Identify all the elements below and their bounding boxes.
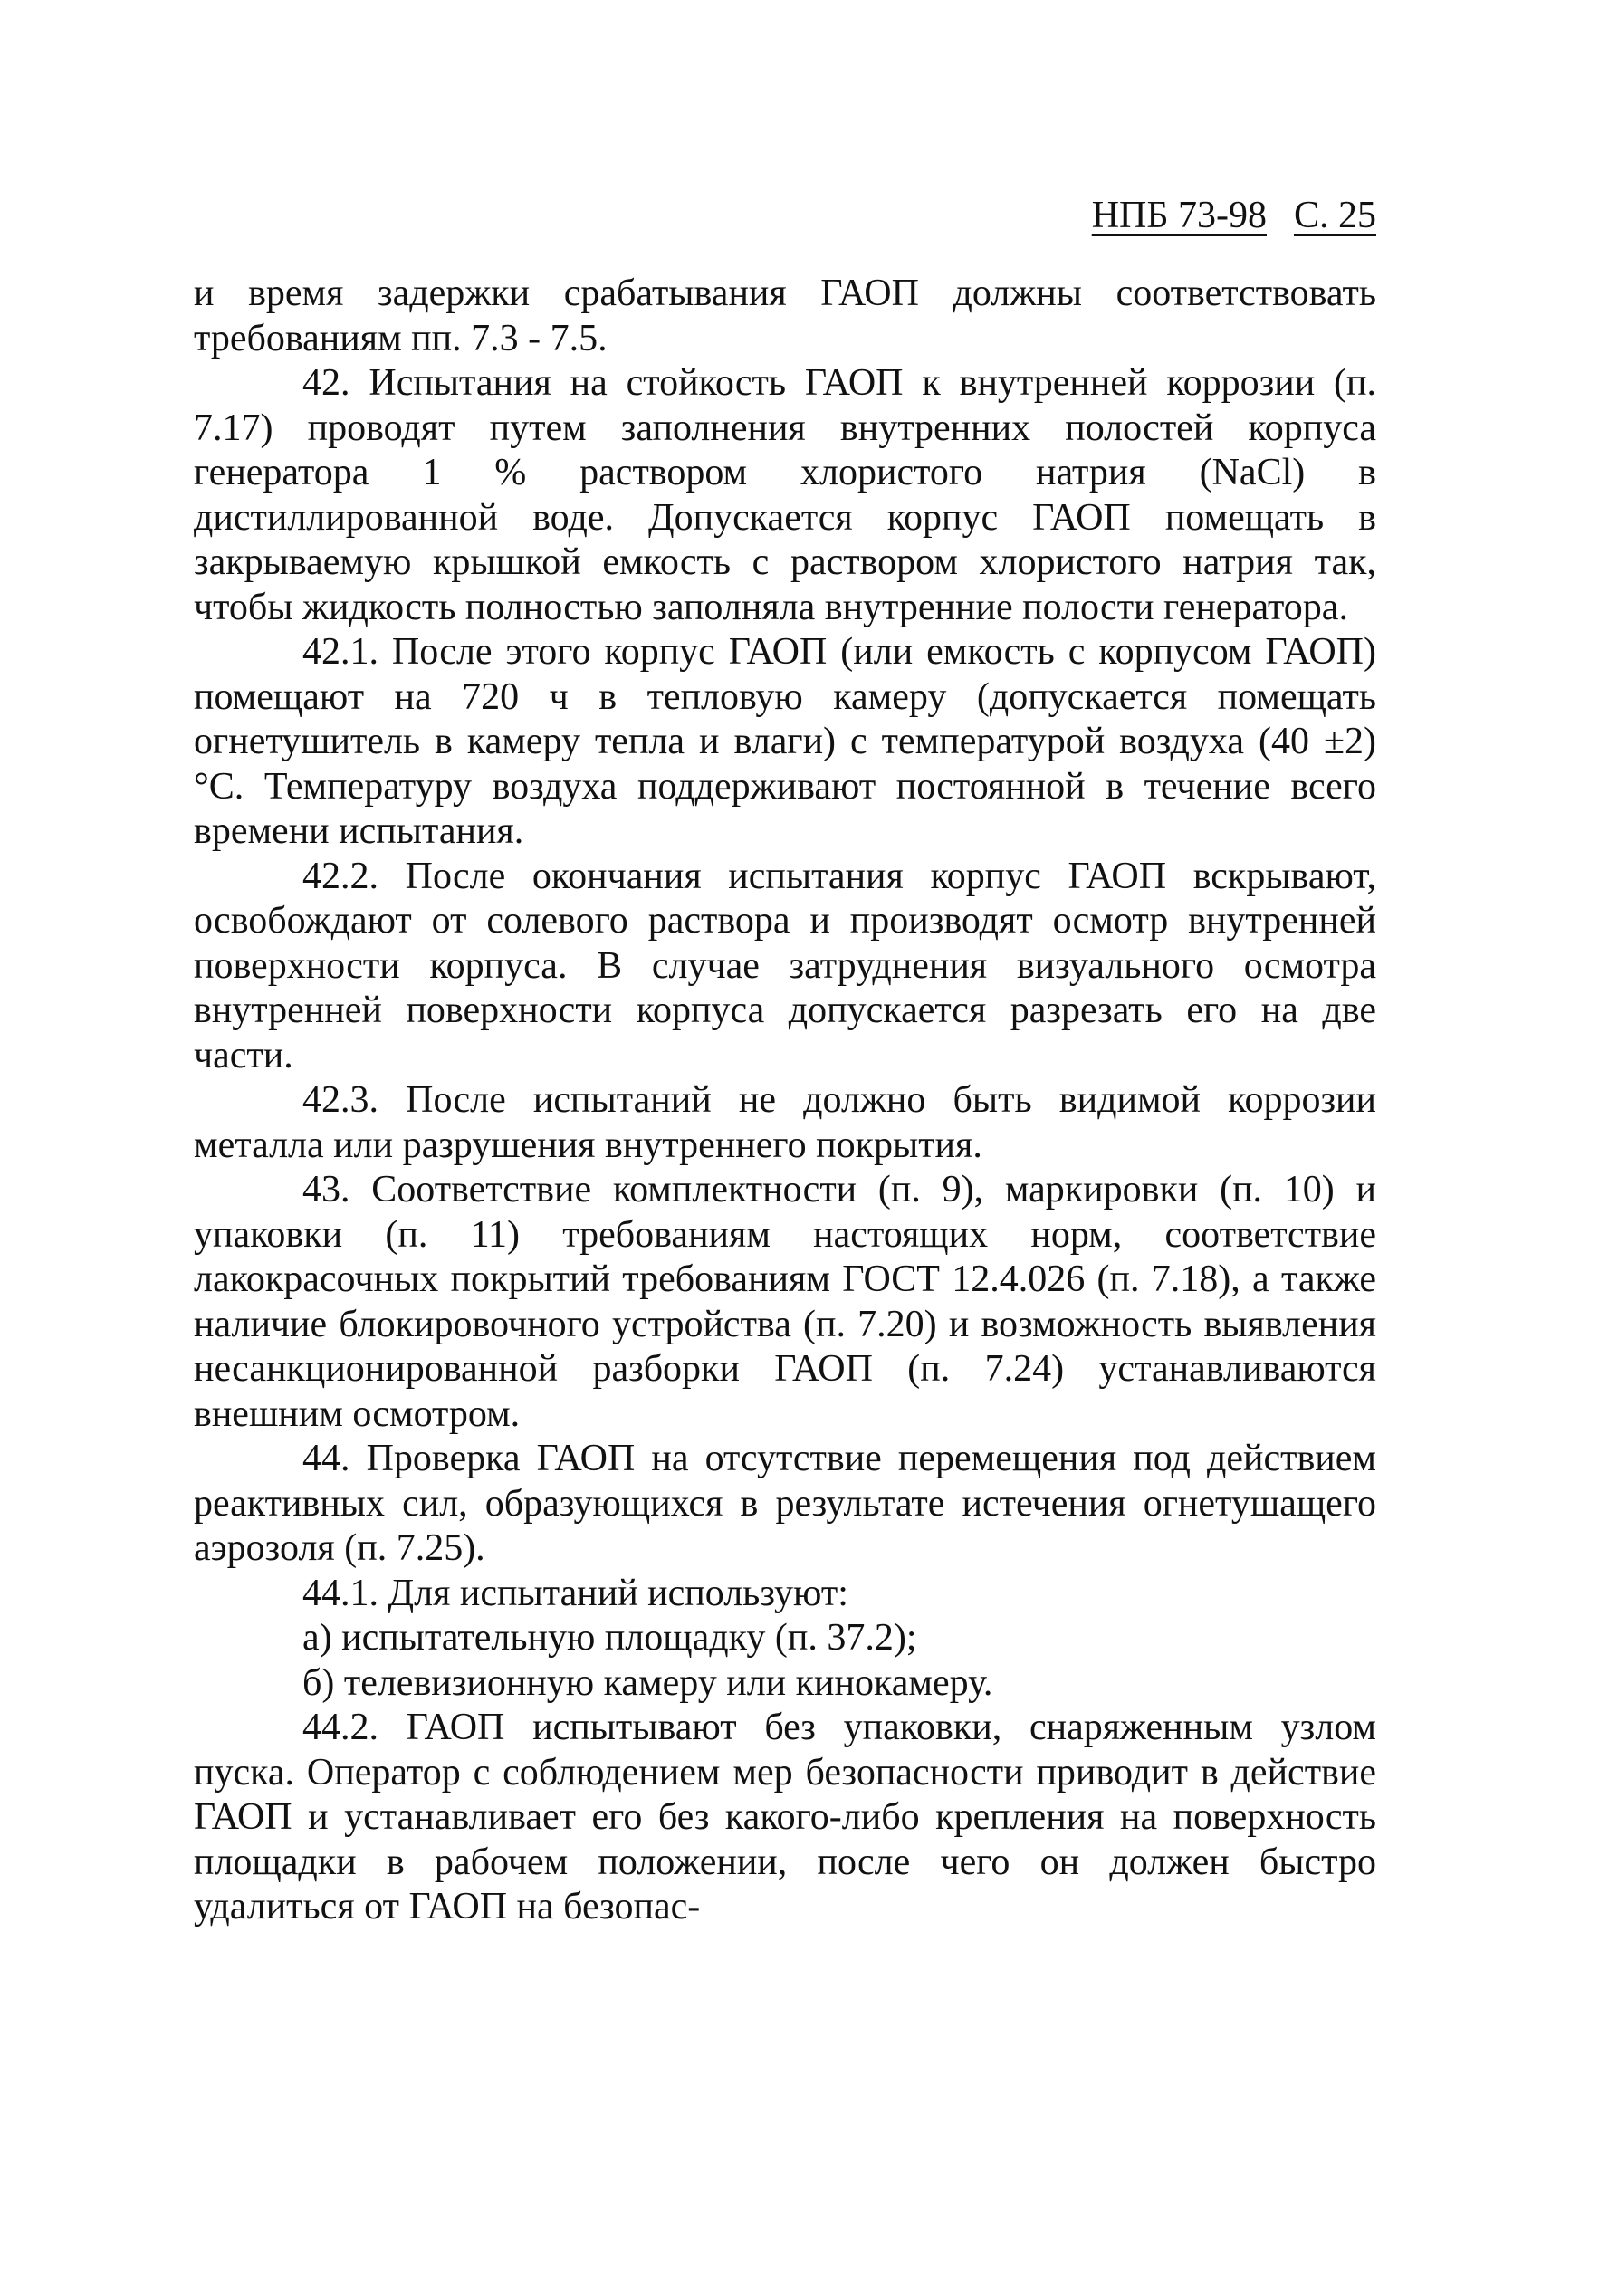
paragraph-42: 42. Испытания на стойкость ГАОП к внутренней коррозии (п. 7.17) проводят путем заполнения внутренних полостей корпуса генератора 1 % раствором хлористого натрия (NaCl) в дистиллированной воде. Допускается корпус ГАОП помещать в закрываемую крышкой емкость с раствором хлористого натрия так, чтобы жидкость полностью заполняла внутренние полости генератора. <box>194 362 1376 628</box>
page-number: С. 25 <box>1293 195 1376 236</box>
list-item-a: а) испытательную площадку (п. 37.2); <box>302 1617 917 1659</box>
page-header <box>1092 192 1376 239</box>
document-code: НПБ 73-98 <box>1091 195 1267 236</box>
paragraph-continuation: и время задержки срабатывания ГАОП должны соответствовать требованиям пп. 7.3 - 7.5. <box>194 273 1376 359</box>
paragraph-44-1: 44.1. Для испытаний используют: <box>302 1572 848 1614</box>
paragraph-42-2: 42.2. После окончания испытания корпус ГАОП вскрывают, освобождают от солевого раствора и производят осмотр внутренней поверхности корпуса. В случае затруднения визуального осмотра внутренней поверхности корпуса допускается разрезать его на две части. <box>194 855 1376 1076</box>
document-body <box>194 272 1376 1930</box>
paragraph-43: 43. Соответствие комплектности (п. 9), маркировки (п. 10) и упаковки (п. 11) требованиям настоящих норм, соответствие лакокрасочных покрытий требованиям ГОСТ 12.4.026 (п. 7.18), а также наличие блокировочного устройства (п. 7.20) и возможность выявления несанкционированной разборки ГАОП (п. 7.24) устанавливаются внешним осмотром. <box>194 1169 1376 1435</box>
list-item-b: б) телевизионную камеру или кинокамеру. <box>302 1661 993 1704</box>
paragraph-42-1: 42.1. После этого корпус ГАОП (или емкость с корпусом ГАОП) помещают на 720 ч в тепловую камеру (допускается помещать огнетушитель в камеру тепла и влаги) с температурой воздуха (40 ±2) °С. Температуру воздуха поддерживают постоянной в течение всего времени испытания. <box>194 631 1376 852</box>
paragraph-44: 44. Проверка ГАОП на отсутствие перемещения под действием реактивных сил, образующихся в результате истечения огнетушащего аэрозоля (п. 7.25). <box>194 1438 1376 1569</box>
paragraph-44-2: 44.2. ГАОП испытывают без упаковки, снаряженным узлом пуска. Оператор с соблюдением мер безопасности приводит в действие ГАОП и устанавливает его без какого-либо крепления на поверхность площадки в рабочем положении, после чего он должен быстро удалиться от ГАОП на безопас- <box>194 1707 1376 1928</box>
paragraph-42-3: 42.3. После испытаний не должно быть видимой коррозии металла или разрушения внутреннего покрытия. <box>194 1079 1376 1166</box>
